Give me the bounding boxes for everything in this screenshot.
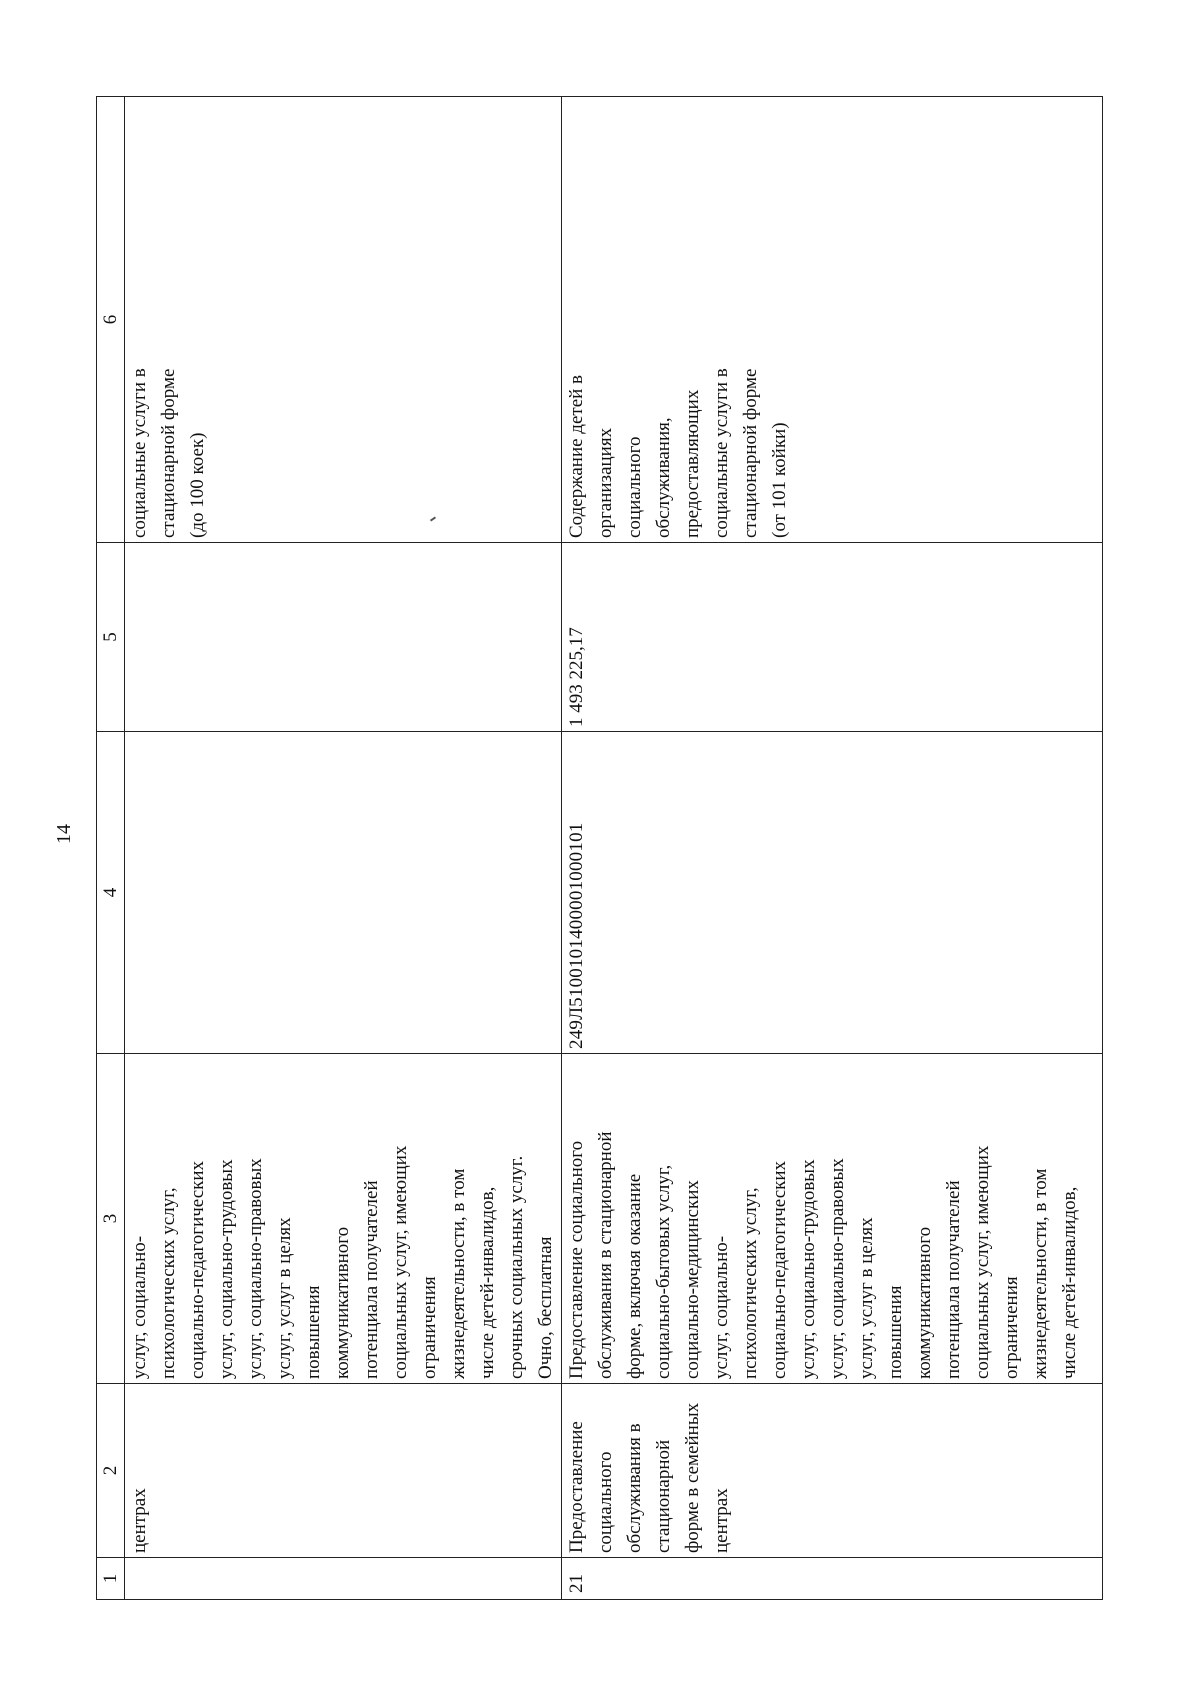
row-number-cell: 21 [562, 1558, 1103, 1600]
header-col-3: 3 [97, 1054, 125, 1384]
services-table [96, 96, 1103, 1600]
cost-cell [125, 543, 562, 732]
header-col-5: 5 [97, 543, 125, 732]
header-col-1: 1 [97, 1558, 125, 1600]
service-content-cell: Предоставление социального обслуживания в стационарной форме, включая оказание социально-бытовых услуг, социально-медицинских услуг, социально- психологических услуг, социально-педагогических услуг, социально-трудовых услуг, социально-правовых услуг, услуг в целях повышения коммуникативного потенциала получателей социальных услуг, имеющих ограничения жизнедеятельности, в том числе детей-инвалидов, [562, 1054, 1103, 1384]
cost-cell: 1 493 225,17 [562, 543, 1103, 732]
service-name-cell: центрах [125, 1384, 562, 1558]
header-col-2: 2 [97, 1384, 125, 1558]
header-row [97, 97, 125, 1600]
registry-code-cell: 249Л5100101400001000101 [562, 732, 1103, 1054]
service-name-cell: Предоставление социального обслуживания в стационарной форме в семейных центрах [562, 1384, 1103, 1558]
header-col-4: 4 [97, 732, 125, 1054]
registry-code-cell [125, 732, 562, 1054]
indicator-cell: Содержание детей в организациях социального обслуживания, предоставляющих социальные услуги в стационарной форме (от 101 койки) [562, 97, 1103, 543]
table-row [562, 97, 1103, 1600]
page-number: 14 [53, 824, 75, 844]
rotated-table-container [96, 97, 1106, 1600]
indicator-cell: социальные услуги в стационарной форме (до 100 коек) [125, 97, 562, 543]
table-row [125, 97, 562, 1600]
service-content-cell: услуг, социально- психологических услуг, социально-педагогических услуг, социально-трудовых услуг, социально-правовых услуг, услуг в целях повышения коммуникативного потенциала получателей социальных услуг, имеющих ограничения жизнедеятельности, в том числе детей-инвалидов, срочных социальных услуг. Очно, бесплатная [125, 1054, 562, 1384]
row-number-cell [125, 1558, 562, 1600]
header-col-6: 6 [97, 97, 125, 543]
